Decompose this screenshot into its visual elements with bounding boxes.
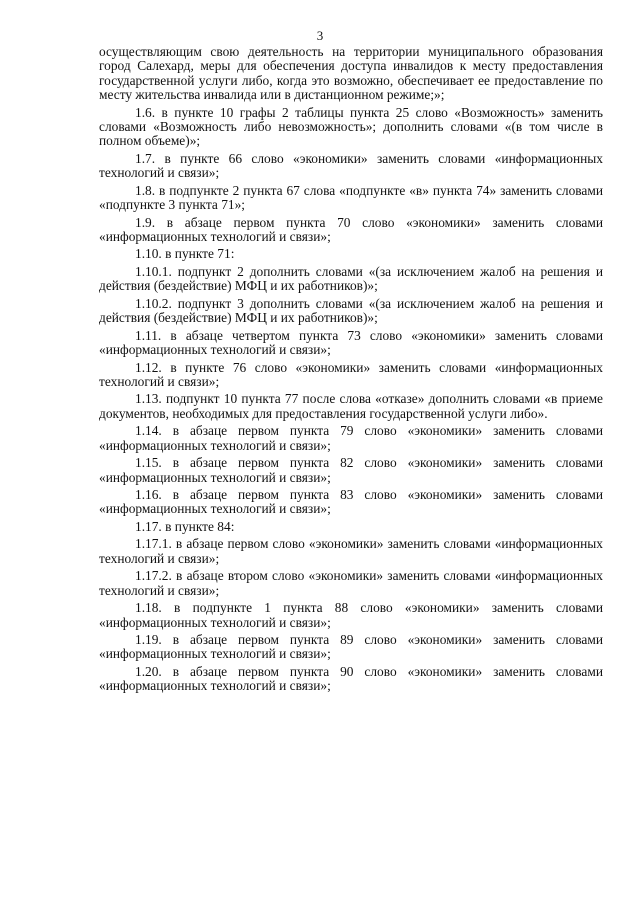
paragraph-item-1-20: 1.20. в абзаце первом пункта 90 слово «экономики» заменить словами «информационных технологий и связи»; xyxy=(99,663,603,694)
paragraph-item-1-13: 1.13. подпункт 10 пункта 77 после слова «отказе» дополнить словами «в приеме документов, необходимых для предоставления государственной услуги либо». xyxy=(99,391,603,421)
paragraph-item-1-9: 1.9. в абзаце первом пункта 70 слово «экономики» заменить словами «информационных технологий и связи»; xyxy=(99,214,603,244)
document-body xyxy=(99,45,603,697)
paragraph-item-1-7: 1.7. в пункте 66 слово «экономики» заменить словами «информационных технологий и связи»; xyxy=(99,150,603,181)
paragraph-item-1-12: 1.12. в пункте 76 слово «экономики» заменить словами «информационных технологий и связи»; xyxy=(99,359,603,389)
paragraph-item-1-10-2: 1.10.2. подпункт 3 дополнить словами «(за исключением жалоб на решения и действия (бездействие) МФЦ и их работников)»; xyxy=(99,295,603,326)
paragraph-item-1-19: 1.19. в абзаце первом пункта 89 слово «экономики» заменить словами «информационных технологий и связи»; xyxy=(99,632,603,662)
paragraph-item-1-18: 1.18. в подпункте 1 пункта 88 слово «экономики» заменить словами «информационных технологий и связи»; xyxy=(99,600,603,630)
paragraph-item-1-8: 1.8. в подпункте 2 пункта 67 слова «подпункте «в» пункта 74» заменить словами «подпункте 3 пункта 71»; xyxy=(99,182,603,212)
paragraph-item-1-6: 1.6. в пункте 10 графы 2 таблицы пункта 25 слово «Возможность» заменить словами «Возможность либо невозможность»; дополнить словами «(в том числе в полном объеме)»; xyxy=(99,104,603,149)
paragraph-item-1-15: 1.15. в абзаце первом пункта 82 слово «экономики» заменить словами «информационных технологий и связи»; xyxy=(99,455,603,485)
paragraph-item-1-10-1: 1.10.1. подпункт 2 дополнить словами «(за исключением жалоб на решения и действия (бездействие) МФЦ и их работников)»; xyxy=(99,263,603,294)
paragraph-item-1-14: 1.14. в абзаце первом пункта 79 слово «экономики» заменить словами «информационных технологий и связи»; xyxy=(99,423,603,453)
page-number: 3 xyxy=(316,28,324,43)
paragraph-item-1-17-1: 1.17.1. в абзаце первом слово «экономики» заменить словами «информационных технологий и связи»; xyxy=(99,536,603,566)
paragraph-item-1-17: 1.17. в пункте 84: xyxy=(135,518,235,534)
paragraph-item-1-17-2: 1.17.2. в абзаце втором слово «экономики» заменить словами «информационных технологий и связи»; xyxy=(99,568,603,598)
paragraph-item-1-11: 1.11. в абзаце четвертом пункта 73 слово «экономики» заменить словами «информационных технологий и связи»; xyxy=(99,327,603,358)
paragraph-item-1-10: 1.10. в пункте 71: xyxy=(135,246,235,262)
paragraph-continuation: осуществляющим свою деятельность на территории муниципального образования город Салехард, меры для обеспечения доступа инвалидов к месту предоставления государственной услуги либо, когда это возможно, обеспечивает ее предоставление по месту жительства инвалида или в дистанционном режиме;»; xyxy=(99,44,603,103)
paragraph-item-1-16: 1.16. в абзаце первом пункта 83 слово «экономики» заменить словами «информационных технологий и связи»; xyxy=(99,487,603,517)
